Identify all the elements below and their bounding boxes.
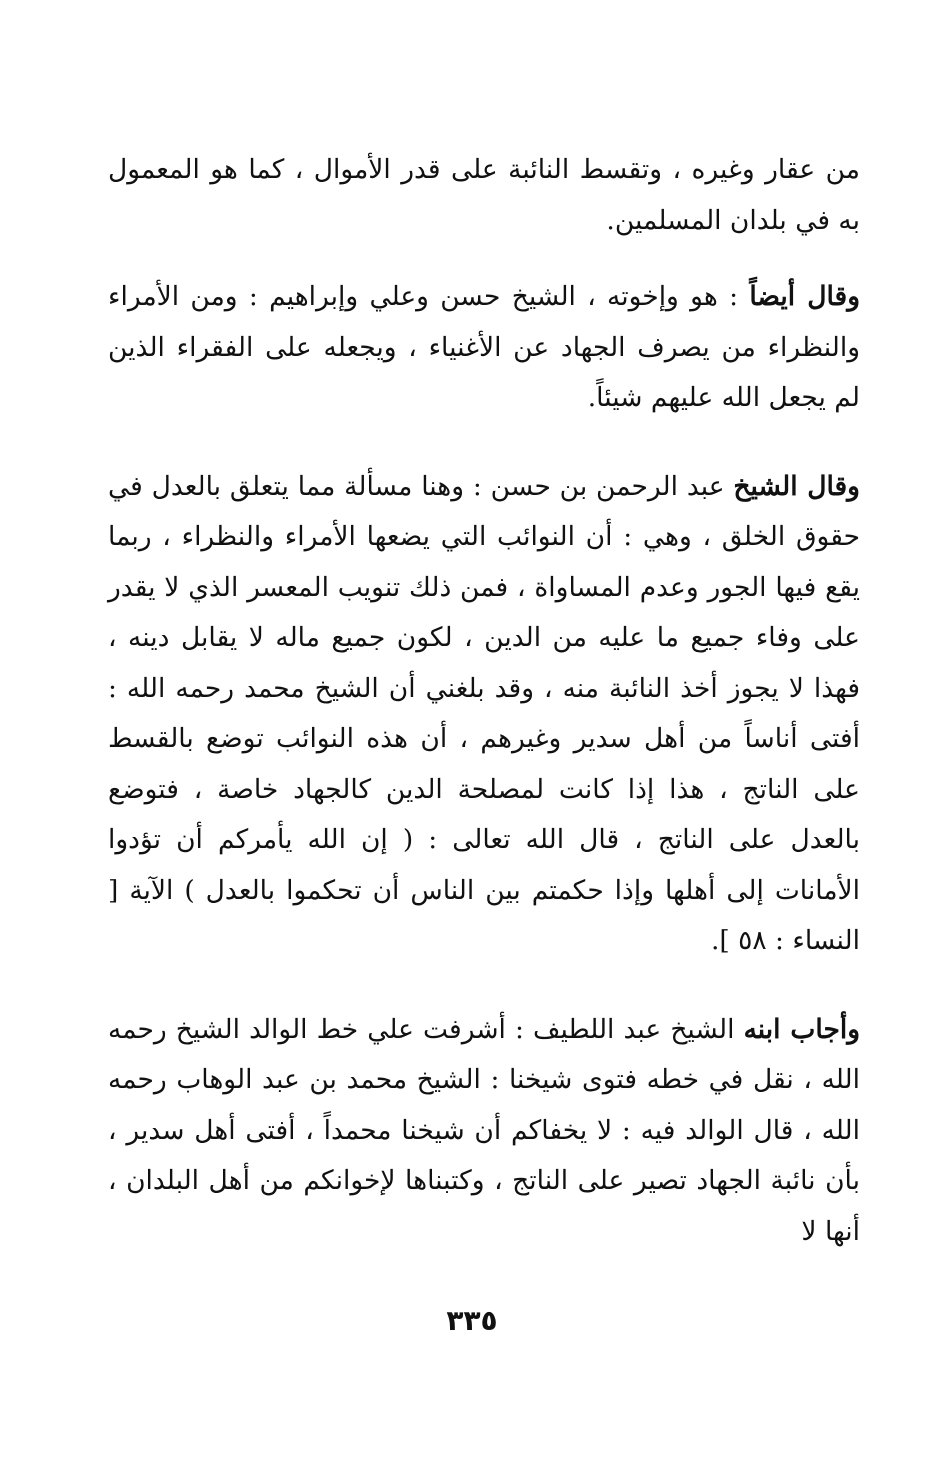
page-number: ٣٣٥ (446, 1304, 498, 1337)
paragraph-1 (108, 145, 860, 246)
paragraph-text: من عقار وغيره ، وتقسط النائبة على قدر الأموال ، كما هو المعمول به في بلدان المسلمين. (108, 154, 860, 236)
paragraph-text: عبد الرحمن بن حسن : وهنا مسألة مما يتعلق بالعدل في حقوق الخلق ، وهي : أن النوائب التي يضعها الأمراء والنظراء ، ربما يقع فيها الجور وعدم المساواة ، فمن ذلك تنويب المعسر الذي لا يقدر على وفاء جميع ما عليه من الدين ، لكون جميع ماله لا يقابل دينه ، فهذا لا يجوز أخذ النائبة منه ، وقد بلغني أن الشيخ محمد رحمه الله : أفتى أناساً من أهل سدير وغيرهم ، أن هذه النوائب توضع بالقسط على الناتج ، هذا إذا كانت لمصلحة الدين كالجهاد خاصة ، فتوضع بالعدل على الناتج ، قال الله تعالى : ( إن الله يأمركم أن تؤدوا الأمانات إلى أهلها وإذا حكمتم بين الناس أن تحكموا بالعدل ) الآية [ النساء : ٥٨ ]. (108, 470, 860, 956)
paragraph-text: : هو وإخوته ، الشيخ حسن وعلي وإبراهيم : ومن الأمراء والنظراء من يصرف الجهاد عن الأغنياء ، ويجعله على الفقراء الذين لم يجعل الله عليهم شيئاً. (108, 281, 860, 413)
paragraph-3 (108, 462, 860, 967)
body-text (108, 145, 860, 1257)
paragraph-lead: وقال أيضاً (749, 281, 860, 312)
paragraph-2 (108, 272, 860, 424)
paragraph-lead: وقال الشيخ (733, 470, 860, 502)
paragraph-text: الشيخ عبد اللطيف : أشرفت علي خط الوالد الشيخ رحمه الله ، نقل في خطه فتوى شيخنا : الشيخ محمد بن عبد الوهاب رحمه الله ، قال الوالد فيه : لا يخفاكم أن شيخنا محمداً ، أفتى أهل سدير ، بأن نائبة الجهاد تصير على الناتج ، وكتبناها لإخوانكم من أهل البلدان ، أنها لا (108, 1013, 860, 1247)
paragraph-4 (108, 1005, 860, 1258)
paragraph-lead: وأجاب ابنه (743, 1013, 860, 1045)
